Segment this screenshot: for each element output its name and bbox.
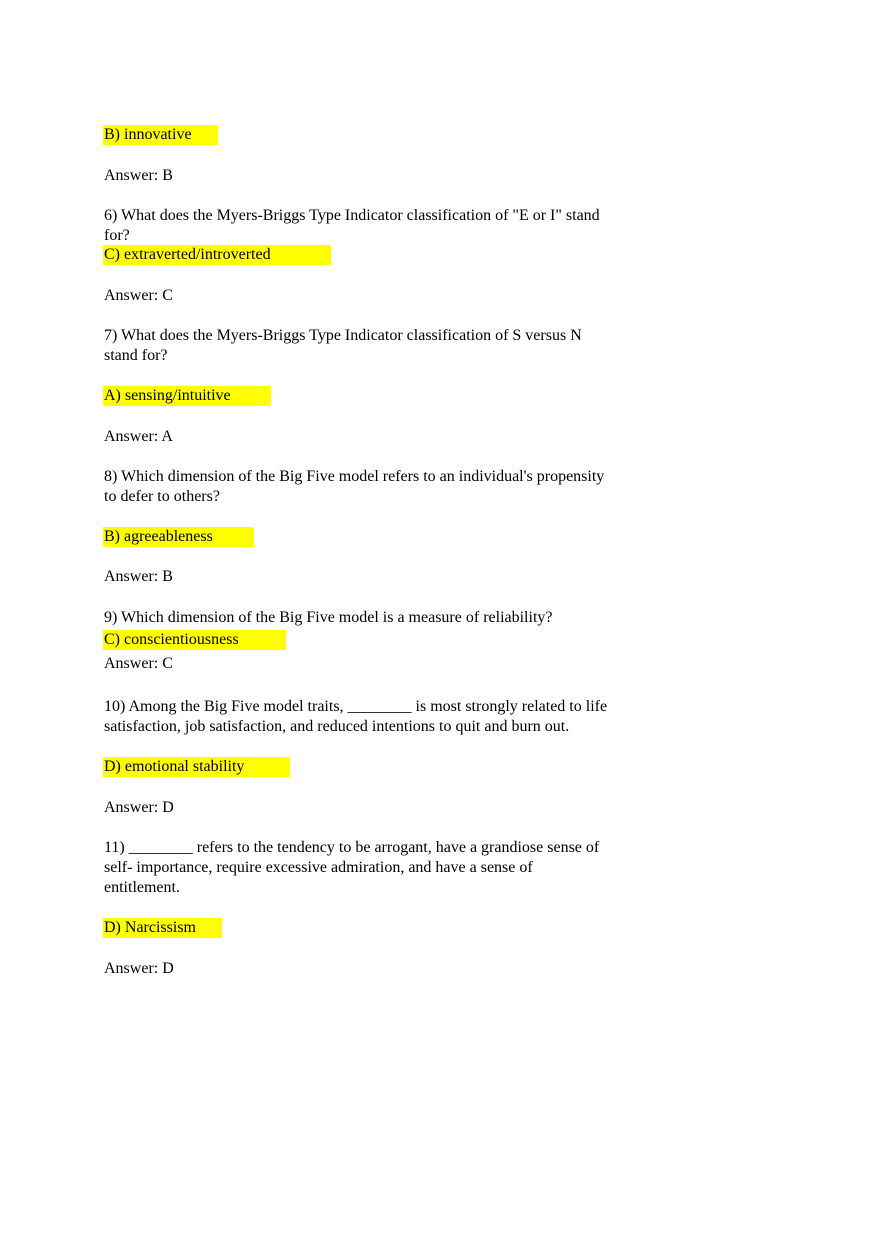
answer-line: Answer: D bbox=[104, 799, 174, 816]
answer-line: Answer: C bbox=[104, 655, 173, 672]
answer-line: Answer: B bbox=[104, 167, 173, 184]
answer-line: Answer: D bbox=[104, 960, 174, 977]
question-7-line-1: 7) What does the Myers-Briggs Type Indicator classification of S versus N bbox=[104, 327, 582, 344]
question-9-line-1: 9) Which dimension of the Big Five model is a measure of reliability? bbox=[104, 609, 553, 626]
question-8-line-1: 8) Which dimension of the Big Five model refers to an individual's propensity bbox=[104, 468, 605, 485]
answer-line: Answer: B bbox=[104, 568, 173, 585]
answer-line: Answer: A bbox=[104, 428, 173, 445]
question-10-line-1: 10) Among the Big Five model traits, ________ is most strongly related to life bbox=[104, 698, 608, 715]
question-8-line-2: to defer to others? bbox=[104, 488, 220, 505]
question-6-line-1: 6) What does the Myers-Briggs Type Indicator classification of "E or I" stand bbox=[104, 207, 600, 224]
question-11-line-1: 11) ________ refers to the tendency to be arrogant, have a grandiose sense of bbox=[104, 839, 600, 856]
highlighted-answer-option: B) innovative bbox=[103, 125, 218, 145]
highlighted-answer-option: B) agreeableness bbox=[103, 527, 254, 547]
highlighted-answer-option: C) conscientiousness bbox=[103, 630, 286, 650]
question-7-line-2: stand for? bbox=[104, 347, 168, 364]
question-11-line-3: entitlement. bbox=[104, 879, 180, 896]
question-11-line-2: self- importance, require excessive admiration, and have a sense of bbox=[104, 859, 533, 876]
highlighted-answer-option: D) emotional stability bbox=[103, 757, 290, 777]
question-10-line-2: satisfaction, job satisfaction, and reduced intentions to quit and burn out. bbox=[104, 718, 570, 735]
highlighted-answer-option: C) extraverted/introverted bbox=[103, 245, 331, 265]
answer-line: Answer: C bbox=[104, 287, 173, 304]
highlighted-answer-option: A) sensing/intuitive bbox=[103, 386, 271, 406]
question-6-line-2: for? bbox=[104, 227, 130, 244]
highlighted-answer-option: D) Narcissism bbox=[103, 918, 222, 938]
